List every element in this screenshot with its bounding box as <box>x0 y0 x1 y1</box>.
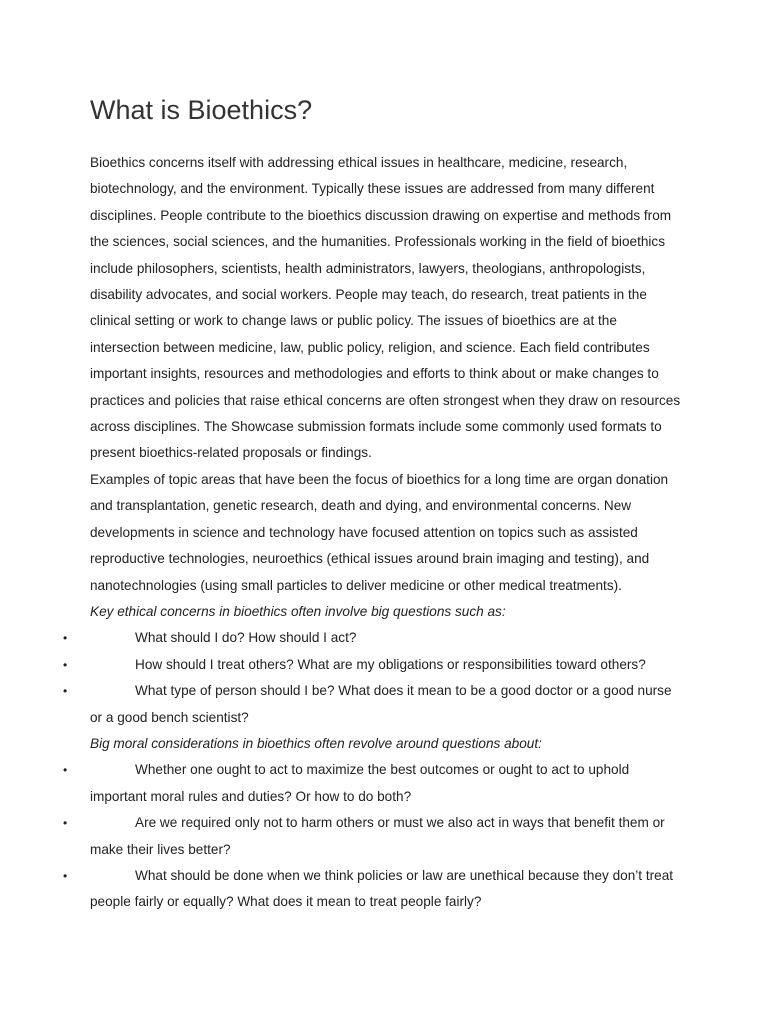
document-body <box>63 150 690 916</box>
bullet-icon: • <box>63 816 68 831</box>
bullet-icon: • <box>63 631 68 646</box>
list-item <box>63 678 682 731</box>
list-item-text: Whether one ought to act to maximize the best outcomes or ought to act to uphold important moral rules and duties? Or how to do both? <box>90 762 630 804</box>
ethical-concerns-list <box>63 625 690 731</box>
list-item-text: Are we required only not to harm others or must we also act in ways that benefit them or make their lives better? <box>90 815 665 857</box>
moral-considerations-lead: Big moral considerations in bioethics often revolve around questions about: <box>90 735 542 751</box>
moral-considerations-list <box>63 757 690 915</box>
bullet-icon: • <box>63 868 68 883</box>
bullet-icon: • <box>63 763 68 778</box>
list-item <box>63 863 682 916</box>
list-item-text: What should be done when we think policies or law are unethical because they don’t treat people fairly or equally? What does it mean to treat people fairly? <box>90 867 674 910</box>
list-item-text: What type of person should I be? What does it mean to be a good doctor or a good nurse or a good bench scientist? <box>90 683 672 725</box>
bullet-icon: • <box>63 684 68 699</box>
ethical-concerns-lead: Key ethical concerns in bioethics often involve big questions such as: <box>90 603 506 619</box>
list-item <box>63 810 682 863</box>
topics-paragraph: Examples of topic areas that have been the focus of bioethics for a long time are organ donation and transplantation, genetic research, death and dying, and environmental concerns. New developments in science and technology have focused attention on topics such as assisted reproductive technologies, neuroethics (ethical issues around brain imaging and testing), and nanotechnologies (using small particles to deliver medicine or other medical treatments). <box>90 471 669 593</box>
list-item <box>63 652 682 678</box>
list-item-text: What should I do? How should I act? <box>135 630 357 646</box>
bullet-icon: • <box>63 657 68 672</box>
list-item <box>63 757 682 810</box>
list-item <box>63 625 682 651</box>
list-item-text: How should I treat others? What are my obligations or responsibilities toward others? <box>135 656 646 672</box>
intro-paragraph: Bioethics concerns itself with addressing ethical issues in healthcare, medicine, research, biotechnology, and the environment. Typically these issues are addressed from many different disciplines. People contribute to the bioethics discussion drawing on expertise and methods from the sciences, social sciences, and the humanities. Professionals working in the field of bioethics include philosophers, scientists, health administrators, lawyers, theologians, anthropologists, disability advocates, and social workers. People may teach, do research, treat patients in the clinical setting or work to change laws or public policy. The issues of bioethics are at the intersection between medicine, law, public policy, religion, and science. Each field contributes important insights, resources and methodologies and efforts to think about or make changes to practices and policies that raise ethical concerns are often strongest when they draw on resources across disciplines. The Showcase submission formats include some commonly used formats to present bioethics-related proposals or findings. <box>90 155 681 461</box>
page-title: What is Bioethics? <box>90 95 313 125</box>
